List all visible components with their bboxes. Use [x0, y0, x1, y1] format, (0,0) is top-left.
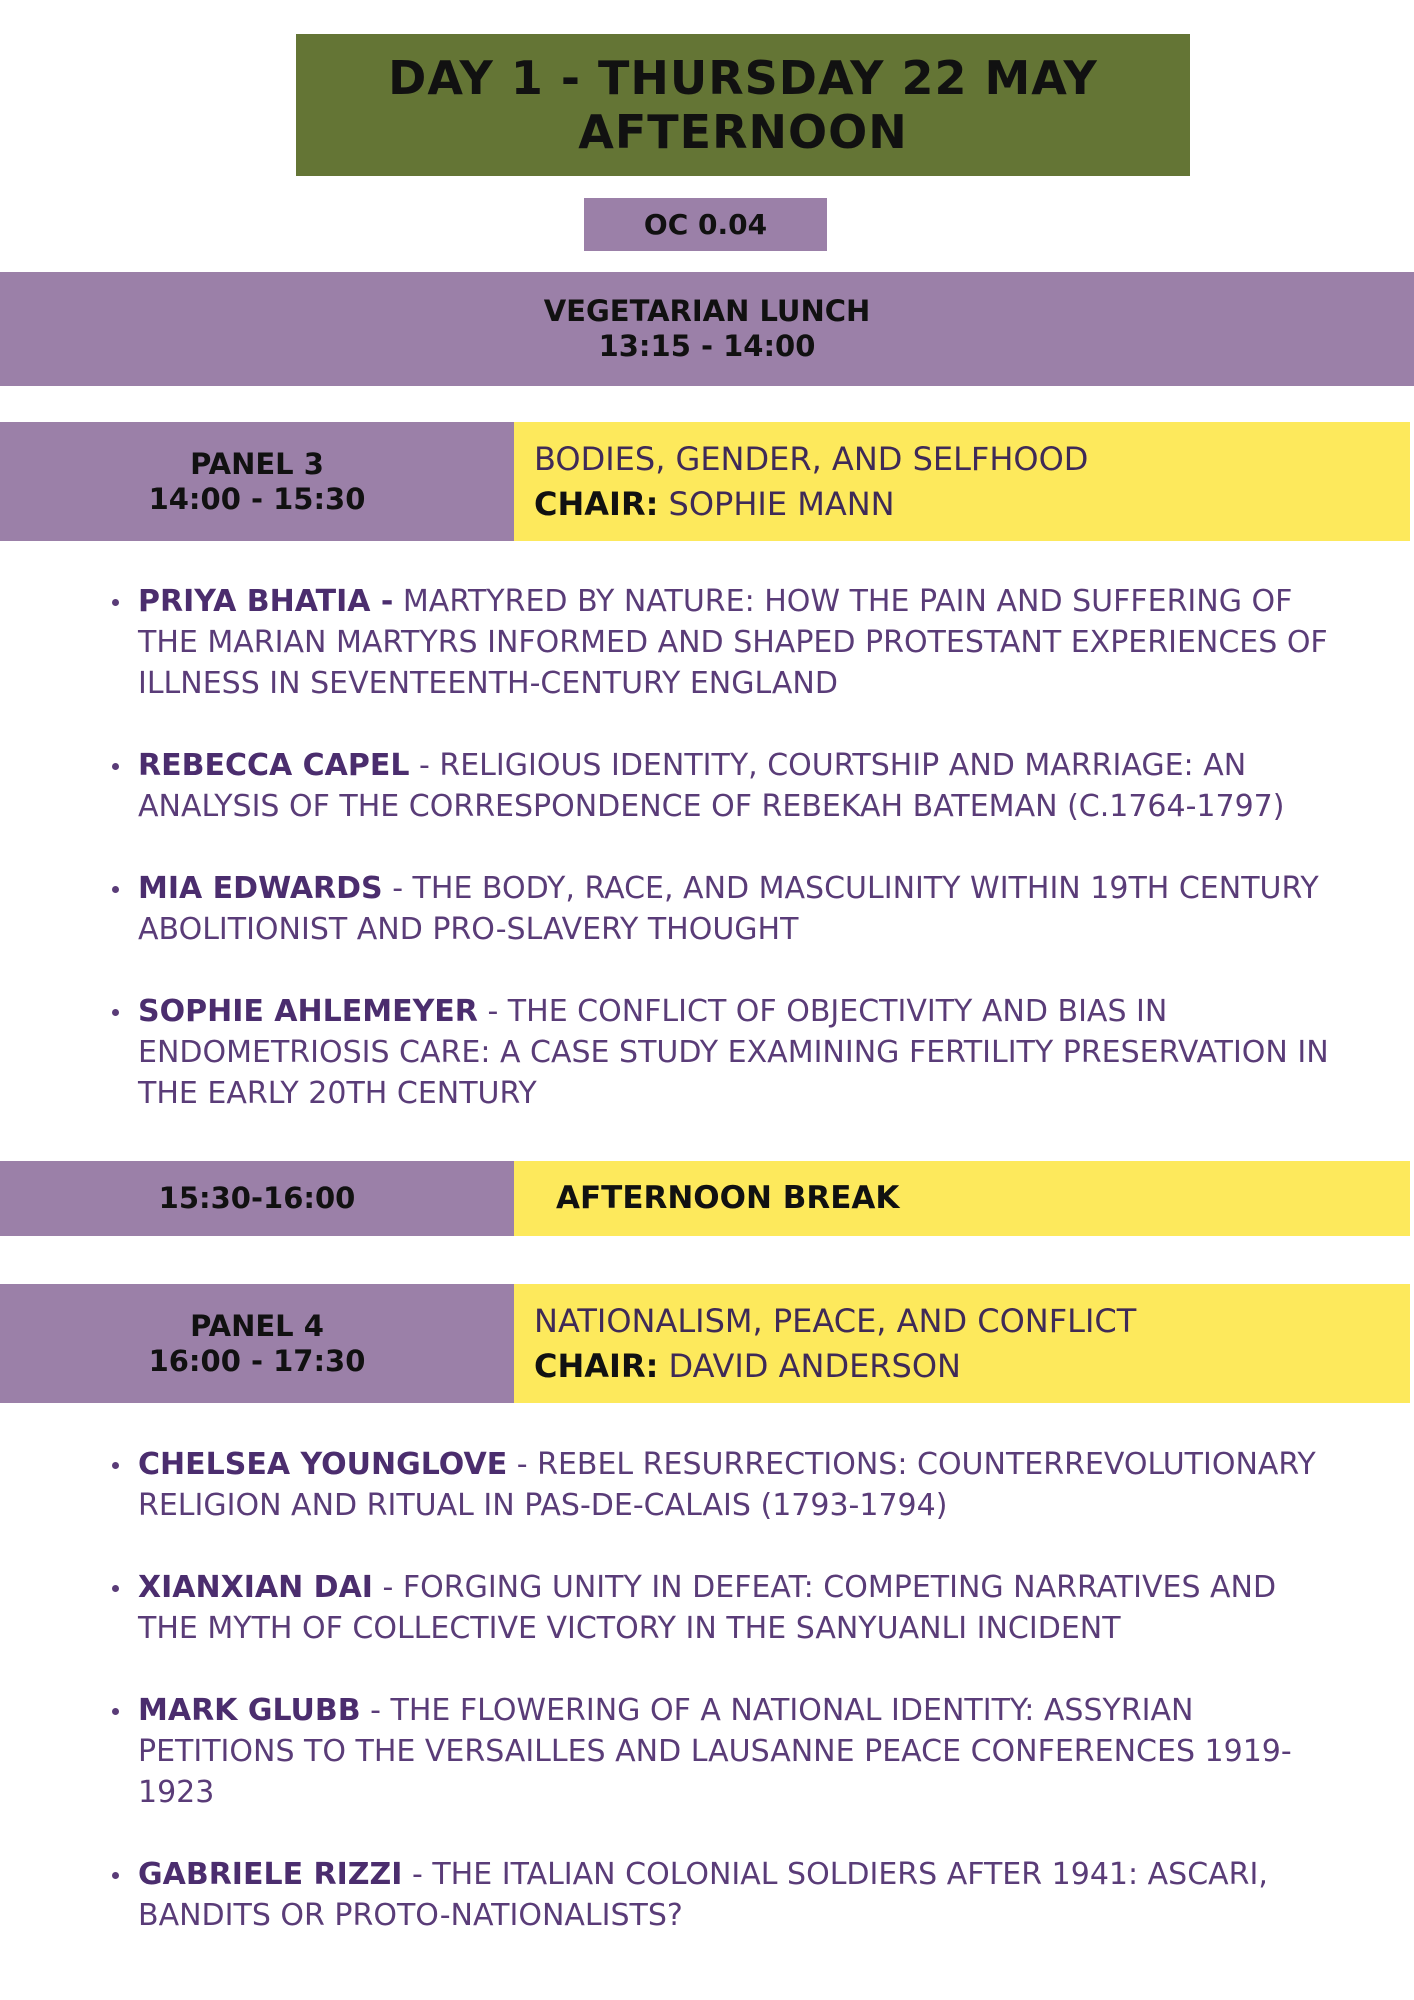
day-title: DAY 1 - THURSDAY 22 MAY	[388, 51, 1098, 105]
panel4-theme-box	[514, 1284, 1410, 1403]
talk-title: - REBEL RESURRECTIONS: COUNTERREVOLUTIONARY RELIGION AND RITUAL IN PAS-DE-CALAIS (1793-1794)	[138, 1447, 1316, 1523]
list-item	[112, 581, 1342, 704]
break-time: 15:30-16:00	[0, 1161, 514, 1236]
speaker-name: GABRIELE RIZZI	[138, 1857, 403, 1892]
panel4-chair	[534, 1344, 1410, 1389]
list-item	[112, 1567, 1342, 1649]
speaker-name: PRIYA BHATIA -	[138, 584, 394, 619]
speaker-name: MARK GLUBB	[138, 1693, 361, 1728]
speaker-name: MIA EDWARDS	[138, 871, 383, 906]
talk-title: - THE BODY, RACE, AND MASCULINITY WITHIN 19TH CENTURY ABOLITIONIST AND PRO-SLAVERY THOUGHT	[138, 871, 1319, 947]
talk-title: MARTYRED BY NATURE: HOW THE PAIN AND SUFFERING OF THE MARIAN MARTYRS INFORMED AND SHAPED PROTESTANT EXPERIENCES OF ILLNESS IN SEVENTEENTH-CENTURY ENGLAND	[138, 584, 1328, 701]
speaker-name: XIANXIAN DAI	[138, 1570, 373, 1605]
talk-title: - RELIGIOUS IDENTITY, COURTSHIP AND MARRIAGE: AN ANALYSIS OF THE CORRESPONDENCE OF REBEKAH BATEMAN (C.1764-1797)	[138, 748, 1285, 824]
list-item	[112, 868, 1342, 950]
panel4-label: PANEL 4	[190, 1308, 324, 1343]
panel3-label: PANEL 3	[190, 446, 324, 481]
chair-label: CHAIR:	[534, 484, 659, 523]
lunch-title: VEGETARIAN LUNCH	[543, 294, 871, 328]
chair-name: SOPHIE MANN	[668, 484, 895, 523]
list-item	[112, 1444, 1342, 1526]
lunch-band	[0, 272, 1414, 386]
panel3-time: 14:00 - 15:30	[148, 481, 366, 516]
day-header	[296, 34, 1190, 176]
chair-name: DAVID ANDERSON	[668, 1346, 961, 1385]
panel3-theme: BODIES, GENDER, AND SELFHOOD	[534, 439, 1089, 478]
break-title: AFTERNOON BREAK	[556, 1180, 900, 1216]
talk-title: - THE FLOWERING OF A NATIONAL IDENTITY: ASSYRIAN PETITIONS TO THE VERSAILLES AND LAUSANNE PEACE CONFERENCES 1919-1923	[138, 1693, 1292, 1810]
panel3-talk-list	[112, 581, 1342, 1155]
speaker-name: CHELSEA YOUNGLOVE	[138, 1447, 508, 1482]
lunch-time: 13:15 - 14:00	[598, 329, 816, 363]
list-item	[112, 1854, 1342, 1936]
break-box	[514, 1161, 1410, 1236]
list-item	[112, 991, 1342, 1114]
panel4-talk-list	[112, 1444, 1342, 1977]
panel3-info	[0, 422, 514, 541]
panel4-theme: NATIONALISM, PEACE, AND CONFLICT	[534, 1301, 1137, 1340]
day-subtitle: AFTERNOON	[578, 105, 908, 159]
talk-title: - THE CONFLICT OF OBJECTIVITY AND BIAS IN ENDOMETRIOSIS CARE: A CASE STUDY EXAMINING FERTILITY PRESERVATION IN THE EARLY 20TH CENTURY	[138, 994, 1329, 1111]
panel3-theme-box	[514, 422, 1410, 541]
panel4-header	[0, 1284, 1410, 1403]
talk-title: - THE ITALIAN COLONIAL SOLDIERS AFTER 1941: ASCARI, BANDITS OR PROTO-NATIONALISTS?	[138, 1857, 1268, 1933]
list-item	[112, 745, 1342, 827]
list-item	[112, 1690, 1342, 1813]
panel4-time: 16:00 - 17:30	[148, 1343, 366, 1378]
panel4-info	[0, 1284, 514, 1403]
break-row	[0, 1161, 1410, 1236]
panel3-header	[0, 422, 1410, 541]
panel3-chair	[534, 482, 1410, 527]
room-label: OC 0.04	[584, 198, 827, 251]
speaker-name: SOPHIE AHLEMEYER	[138, 994, 478, 1029]
speaker-name: REBECCA CAPEL	[138, 748, 410, 783]
chair-label: CHAIR:	[534, 1346, 659, 1385]
talk-title: - FORGING UNITY IN DEFEAT: COMPETING NARRATIVES AND THE MYTH OF COLLECTIVE VICTORY IN THE SANYUANLI INCIDENT	[138, 1570, 1277, 1646]
